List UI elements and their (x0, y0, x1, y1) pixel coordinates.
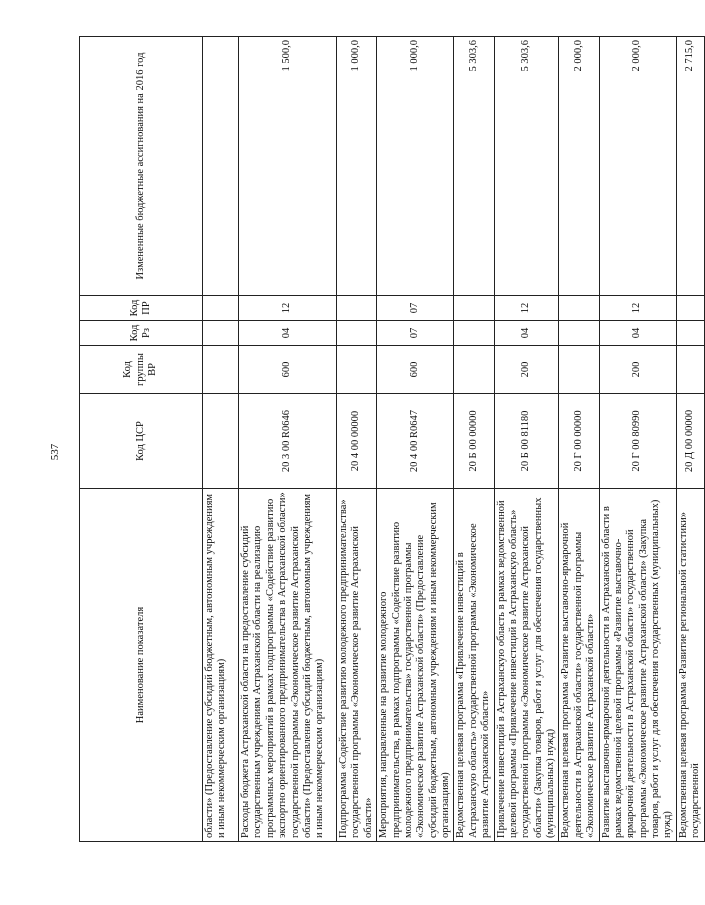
cell-rz (676, 321, 704, 346)
cell-rz: 04 (239, 321, 337, 346)
cell-rz (559, 321, 599, 346)
header-csr: Код ЦСР (80, 394, 203, 489)
cell-name: Ведомственная целевая программа «Развитие региональной статистики» государственной (676, 489, 704, 842)
cell-pr: 12 (599, 296, 676, 321)
cell-vr: 200 (494, 346, 559, 394)
cell-amount: 2 000,0 (599, 37, 676, 296)
cell-pr (559, 296, 599, 321)
cell-rz: 04 (494, 321, 559, 346)
table-row (676, 37, 704, 842)
table-row (494, 37, 559, 842)
table-body (203, 37, 705, 842)
cell-amount: 1 000,0 (377, 37, 454, 296)
cell-rz (337, 321, 377, 346)
cell-rz (203, 321, 239, 346)
cell-csr: 20 4 00 R0647 (377, 394, 454, 489)
cell-amount: 5 303,6 (494, 37, 559, 296)
rotated-table-container (79, 37, 702, 842)
cell-name: Развитие выставочно-ярмарочной деятельности в Астраханской области в рамках ведомственной целевой программы «Развитие выставочно-ярмарочной деятельности в Астраханской области» государственной программы «Экономическое развитие Астраханской области» (Закупка товаров, работ и услуг для обеспечения государственных (муниципальных) нужд) (599, 489, 676, 842)
table-row (559, 37, 599, 842)
table-row (337, 37, 377, 842)
cell-pr (203, 296, 239, 321)
cell-pr: 12 (494, 296, 559, 321)
cell-amount: 5 303,6 (454, 37, 494, 296)
table-row (599, 37, 676, 842)
table-row (203, 37, 239, 842)
header-amount: Измененные бюджетные ассигнования на 2016 год (80, 37, 203, 296)
cell-name: Привлечение инвестиций в Астраханскую область в рамках ведомственной целевой программы «Привлечение инвестиций в Астраханскую область» государственной программы «Экономическое развитие Астраханской области» (Закупка товаров, работ и услуг для обеспечения государственных (муниципальных) нужд) (494, 489, 559, 842)
cell-rz: 07 (377, 321, 454, 346)
cell-pr: 07 (377, 296, 454, 321)
header-vr: Код группы ВР (80, 346, 203, 394)
cell-name: Ведомственная целевая программа «Развитие выставочно-ярмарочной деятельности в Астраханской области» государственной программы «Экономическое развитие Астраханской области» (559, 489, 599, 842)
cell-vr: 600 (377, 346, 454, 394)
cell-pr (676, 296, 704, 321)
header-rz: Код Рз (80, 321, 203, 346)
cell-amount: 1 500,0 (239, 37, 337, 296)
page-number: 537 (49, 443, 61, 461)
cell-rz (454, 321, 494, 346)
table-row (239, 37, 337, 842)
table-row (454, 37, 494, 842)
cell-csr: 20 Б 00 00000 (454, 394, 494, 489)
header-pr: Код ПР (80, 296, 203, 321)
cell-vr: 600 (239, 346, 337, 394)
cell-amount: 2 715,0 (676, 37, 704, 296)
cell-vr: 200 (599, 346, 676, 394)
cell-vr (676, 346, 704, 394)
cell-name: Расходы бюджета Астраханской области на предоставление субсидий государственным учреждениям Астраханской области на реализацию программных мероприятий в рамках подпрограммы «Содействие развитию экспортно ориентированного предпринимательства в Астраханской области» государственной программы «Экономическое развитие Астраханской области» (Предоставление субсидий бюджетным, автономным учреждениям и иным некоммерческим организациям) (239, 489, 337, 842)
cell-csr: 20 3 00 R0646 (239, 394, 337, 489)
cell-csr (203, 394, 239, 489)
cell-csr: 20 Г 00 80990 (599, 394, 676, 489)
cell-csr: 20 Г 00 00000 (559, 394, 599, 489)
cell-vr (559, 346, 599, 394)
cell-vr (203, 346, 239, 394)
cell-rz: 04 (599, 321, 676, 346)
table-row (377, 37, 454, 842)
cell-pr (454, 296, 494, 321)
cell-csr: 20 Д 00 00000 (676, 394, 704, 489)
cell-pr (337, 296, 377, 321)
cell-name: Ведомственная целевая программа «Привлечение инвестиций в Астраханскую область» государственной программы «Экономическое развитие Астраханской области» (454, 489, 494, 842)
cell-amount (203, 37, 239, 296)
cell-name: Подпрограмма «Содействие развитию молодежного предпринимательства» государственной программы «Экономическое развитие Астраханской области» (337, 489, 377, 842)
cell-vr (337, 346, 377, 394)
cell-amount: 1 000,0 (337, 37, 377, 296)
cell-pr: 12 (239, 296, 337, 321)
cell-amount: 2 000,0 (559, 37, 599, 296)
budget-table (79, 36, 705, 842)
cell-name: Мероприятия, направленные на развитие молодежного предпринимательства, в рамках подпрограммы «Содействие развитию молодежного предпринимательства» государственной программы «Экономическое развитие Астраханской области» (Предоставление субсидий бюджетным, автономным учреждениям и иным некоммерческим организациям) (377, 489, 454, 842)
cell-csr: 20 Б 00 81180 (494, 394, 559, 489)
header-name: Наименование показателя (80, 489, 203, 842)
header-row (80, 37, 203, 842)
cell-name: области» (Предоставление субсидий бюджетным, автономным учреждениям и иным некоммерческим организациям) (203, 489, 239, 842)
cell-csr: 20 4 00 00000 (337, 394, 377, 489)
cell-vr (454, 346, 494, 394)
